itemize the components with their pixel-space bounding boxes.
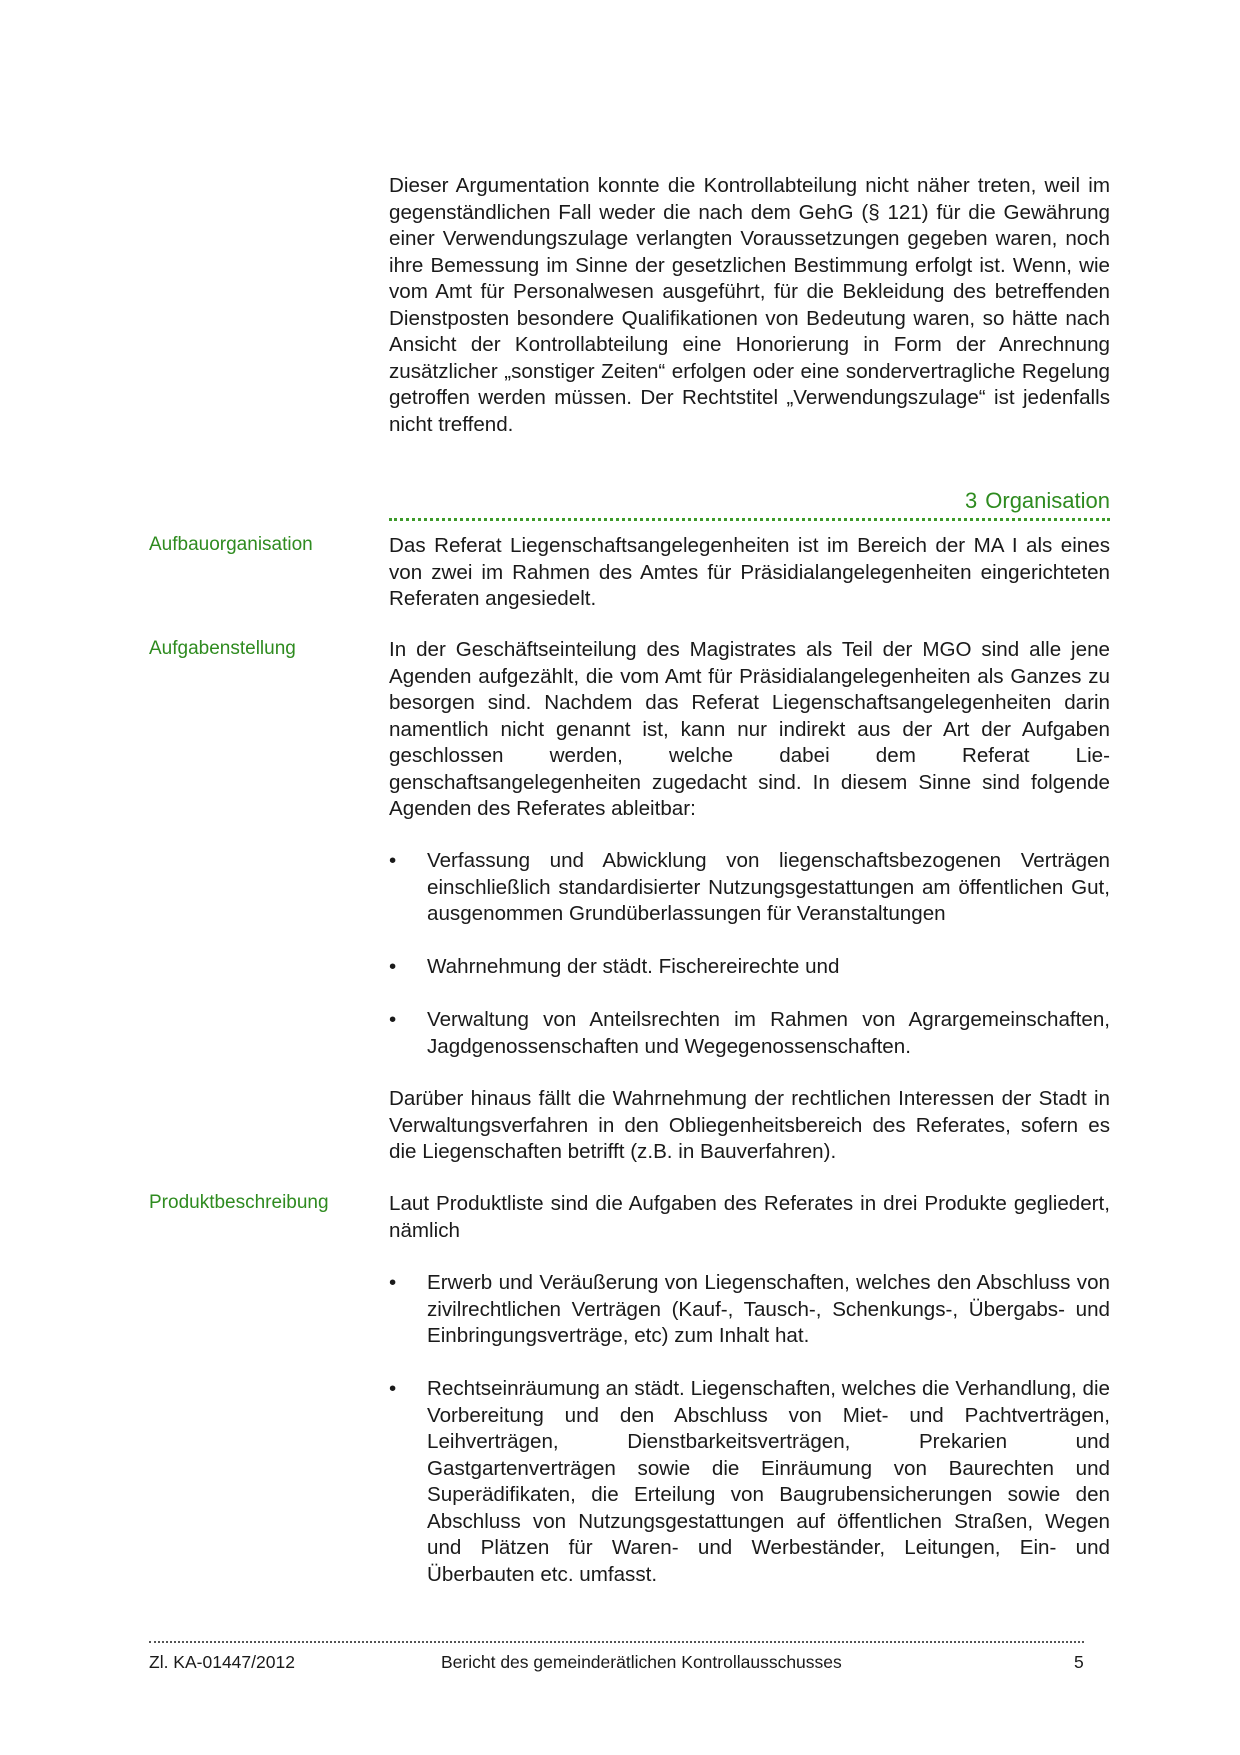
page-number: 5 (1074, 1652, 1084, 1672)
aufgaben-bullet-list-3 (389, 1007, 1110, 1060)
footer-divider (149, 1641, 1084, 1643)
aufgaben-paragraph: In der Geschäftseinteilung des Magistrates als Teil der MGO sind alle jene Agenden aufgezählt, die vom Amt für Präsidialangelegenheiten als Ganzes zu besorgen sind. Nachdem das Referat Liegenschaftsangelegenheiten darin namentlich nicht genannt ist, kann nur indirekt aus der Art der Aufgaben geschlossen werden, welche dabei dem Referat Liegenschaftsangelegenheiten zugedacht sind. In diesem Sinne sind folgende Agenden des Referates ableitbar: (389, 638, 1110, 820)
list-item: • Rechtseinräumung an städt. Liegenschaften, welches die Verhandlung, die Vorbereitung und den Abschluss von Miet- und Pachtverträgen, Leihverträgen, Dienstbarkeitsverträgen, Prekarien und Gastgartenverträgen sowie die Einräumung von Baurechten und Superädifikaten, die Erteilung von Baugrubensicherungen sowie den Abschluss von Nutzungsgestattungen auf öffentlichen Straßen, Wegen und Plätzen für Waren- und Werbeständer, Leitungen, Ein- und Überbauten etc. umfasst. (389, 1377, 1110, 1586)
section-title: Organisation (985, 488, 1110, 513)
margin-label-aufgaben: Aufgabenstellung (149, 638, 296, 659)
list-item: • Erwerb und Veräußerung von Liegenschaften, welches den Abschluss von zivilrechtlichen Verträgen (Kauf-, Tausch-, Schenkungs-, Übergabs- und Einbringungsverträge, etc) zum Inhalt hat. (389, 1271, 1110, 1347)
bullet-icon: • (389, 1377, 397, 1400)
margin-label-produkt: Produktbeschreibung (149, 1192, 329, 1213)
section-heading (389, 486, 1110, 516)
bullet-icon: • (389, 1008, 397, 1031)
aufgaben-closing-paragraph: Darüber hinaus fällt die Wahrnehmung der rechtlichen Interessen der Stadt in Verwaltungsverfahren in den Obliegenheitsbereich des Referates, sofern es die Liegenschaften betrifft (z.B. in Bauverfahren). (389, 1087, 1110, 1163)
footer-reference: Zl. KA-01447/2012 (149, 1652, 295, 1672)
footer-title: Bericht des gemeinderätlichen Kontrollausschusses (441, 1652, 842, 1672)
bullet-icon: • (389, 849, 397, 872)
section-number: 3 (965, 488, 978, 513)
list-item: • Verwaltung von Anteilsrechten im Rahmen von Agrargemeinschaften, Jagdgenossenschaften und Wegegenossenschaften. (389, 1008, 1110, 1058)
produkt-bullet-list-2 (389, 1376, 1110, 1588)
list-item: • Verfassung und Abwicklung von liegenschaftsbezogenen Verträgen einschließlich standardisierter Nutzungsgestattungen am öffentlichen Gut, ausgenommen Grundüberlassungen für Veranstaltungen (389, 849, 1110, 925)
produkt-paragraph: Laut Produktliste sind die Aufgaben des Referates in drei Produkte gegliedert, nämlich (389, 1192, 1110, 1242)
aufbau-paragraph: Das Referat Liegenschaftsangelegenheiten ist im Bereich der MA I als eines von zwei im Rahmen des Amtes für Präsidialangelegenheiten eingerichteten Referaten angesiedelt. (389, 534, 1110, 610)
heading-divider (389, 518, 1110, 521)
margin-label-aufbau: Aufbauorganisation (149, 534, 313, 555)
bullet-icon: • (389, 1271, 397, 1294)
aufgaben-bullet-list (389, 848, 1110, 928)
bullet-icon: • (389, 955, 397, 978)
list-item: • Wahrnehmung der städt. Fischereirechte und (389, 954, 1110, 981)
intro-paragraph: Dieser Argumentation konnte die Kontrollabteilung nicht näher treten, weil im gegenständlichen Fall weder die nach dem GehG (§ 121) für die Gewährung einer Verwendungszulage verlangten Voraussetzungen gegeben waren, noch ihre Bemessung im Sinne der gesetzlichen Bestimmung erfolgt ist. Wenn, wie vom Amt für Personalwesen ausgeführt, für die Bekleidung des betreffenden Dienstposten besondere Qualifikationen von Bedeutung waren, so hätte nach Ansicht der Kontrollabteilung eine Honorierung in Form der Anrechnung zusätzlicher „sonstiger Zeiten“ erfolgen oder eine sondervertragliche Regelung getroffen werden müssen. Der Rechtstitel „Verwendungszulage“ ist jedenfalls nicht treffend. (389, 174, 1110, 436)
aufgaben-bullet-list-2 (389, 954, 1110, 981)
produkt-bullet-list (389, 1270, 1110, 1350)
